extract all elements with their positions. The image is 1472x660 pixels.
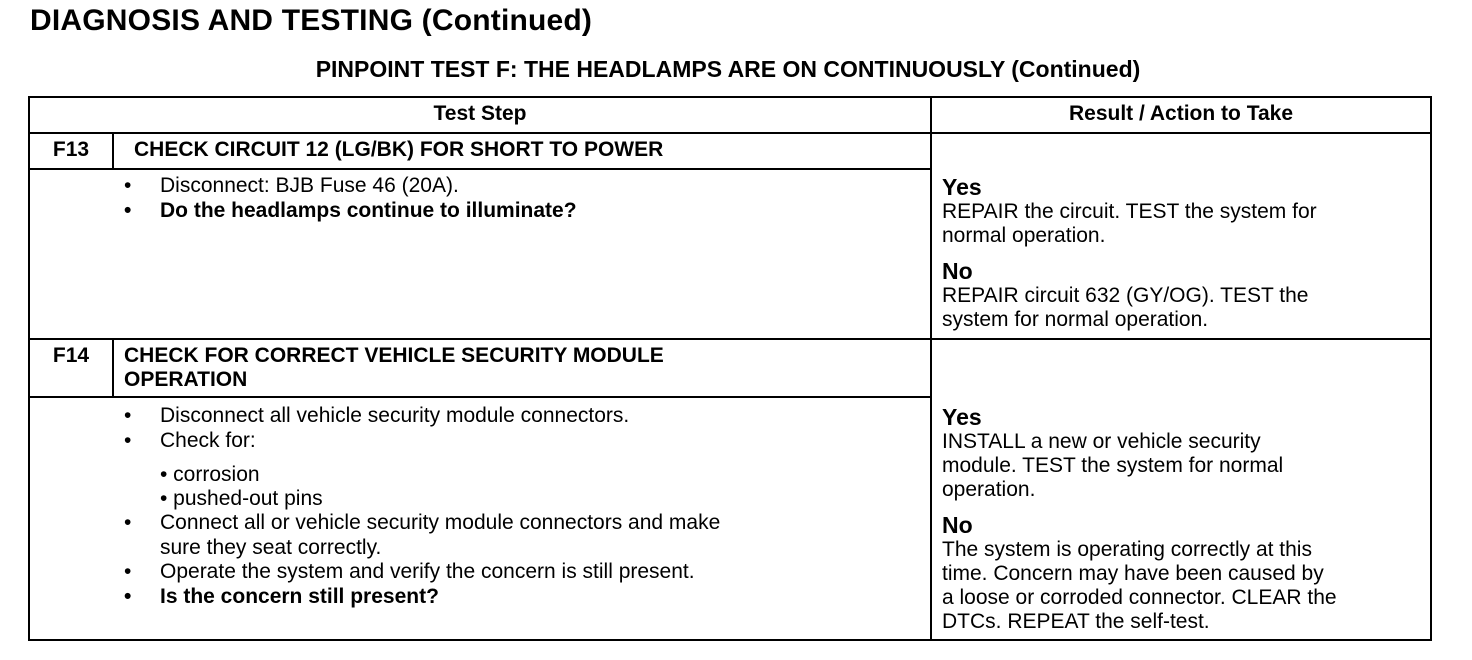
list-item: • Is the concern still present? — [124, 584, 439, 608]
result-text: operation. — [942, 478, 1036, 501]
step-title-divider-f14 — [30, 396, 930, 398]
result-text: a loose or corroded connector. CLEAR the — [942, 586, 1337, 609]
column-header-result-action: Result / Action to Take — [1068, 102, 1294, 125]
result-text: normal operation. — [942, 224, 1106, 247]
result-block — [942, 404, 1337, 634]
result-text: module. TEST the system for normal — [942, 454, 1284, 477]
list-item: • Do the headlamps continue to illuminate? — [124, 198, 577, 222]
step-title-divider-f13 — [30, 168, 930, 170]
step-id-divider-f13 — [112, 132, 114, 168]
step-separator — [30, 338, 1430, 340]
list-item: • Disconnect: BJB Fuse 46 (20A). — [124, 174, 459, 197]
column-divider — [930, 98, 932, 639]
step-id: F14 — [52, 344, 90, 367]
result-answer: Yes — [942, 404, 982, 430]
list-item: • Operate the system and verify the concern is still present. — [124, 560, 695, 583]
result-answer: Yes — [942, 174, 982, 200]
result-text: DTCs. REPEAT the self-test. — [942, 610, 1210, 633]
step-title: CHECK FOR CORRECT VEHICLE SECURITY MODULE OPERATION — [124, 344, 664, 391]
result-text: The system is operating correctly at this — [942, 538, 1312, 561]
result-text: REPAIR the circuit. TEST the system for — [942, 200, 1317, 223]
result-answer: No — [942, 258, 973, 284]
pinpoint-test-table — [28, 96, 1432, 641]
column-header-test-step: Test Step — [433, 102, 527, 125]
result-text: system for normal operation. — [942, 308, 1209, 331]
list-item: • Connect all or vehicle security module connectors and make sure they seat correctly. — [124, 511, 721, 559]
step-bullets — [122, 174, 577, 223]
result-text: time. Concern may have been caused by — [942, 562, 1324, 585]
step-id-divider-f14 — [112, 338, 114, 396]
step-bullets — [122, 404, 720, 609]
table-title: PINPOINT TEST F: THE HEADLAMPS ARE ON CONTINUOUSLY (Continued) — [315, 56, 1141, 82]
result-answer: No — [942, 512, 973, 538]
sub-list-item: • pushed-out pins — [160, 487, 323, 510]
step-title: CHECK CIRCUIT 12 (LG/BK) FOR SHORT TO POWER — [134, 138, 664, 161]
list-item: • Check for: • corrosion • pushed-out pins — [122, 429, 720, 512]
result-text: INSTALL a new or vehicle security — [942, 430, 1261, 453]
header-divider — [30, 132, 1430, 134]
sub-list-item: • corrosion — [160, 463, 260, 486]
result-block — [942, 174, 1317, 332]
page-heading: DIAGNOSIS AND TESTING (Continued) — [30, 4, 593, 37]
result-text: REPAIR circuit 632 (GY/OG). TEST the — [942, 284, 1309, 307]
list-item: • Disconnect all vehicle security module connectors. — [124, 404, 630, 427]
step-id: F13 — [52, 138, 90, 161]
